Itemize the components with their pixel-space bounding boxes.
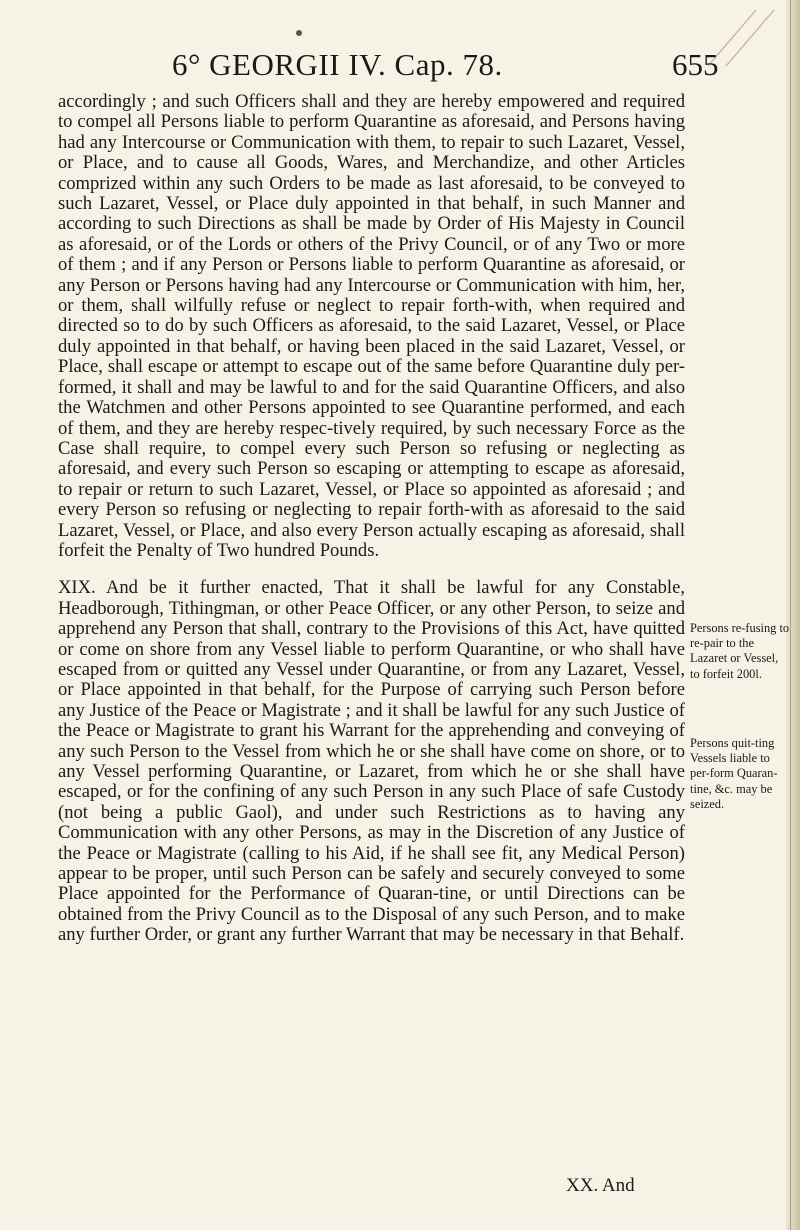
catchword: XX. And	[566, 1175, 635, 1196]
ink-dot	[296, 30, 302, 36]
page-number: 655	[672, 47, 719, 82]
paragraph-continuation: accordingly ; and such Officers shall and they are hereby empowered and required to compel all Persons liable to perform Quarantine as aforesaid, and Persons having had any Intercourse or Communication with them, to repair to such Lazaret, Vessel, or Place, and to cause all Goods, Wares, and Merchandize, and other Articles comprized within any such Orders to be made as last aforesaid, to be conveyed to such Lazaret, Vessel, or Place duly appointed in that behalf, in such Manner and according to such Directions as shall be made by Order of His Majesty in Council as aforesaid, or of the Lords or others of the Privy Council, or of any Two or more of them ; and if any Person or Persons liable to perform Quarantine as aforesaid, or any Person or Persons having had any Intercourse or Communication with him, her, or them, shall wilfully refuse or neglect to repair forth-with, when required and directed so to do by such Officers as aforesaid, to the said Lazaret, Vessel, or Place duly appointed in that behalf, or having been placed in the said Lazaret, Vessel, or Place, shall escape or attempt to escape out of the same before Quarantine duly per-formed, it shall and may be lawful to and for the said Quarantine Officers, and also the Watchmen and other Persons appointed to see Quarantine performed, and each of them, and they are hereby respec-tively required, by such necessary Force as the Case shall require, to compel every such Person so refusing or neglecting as aforesaid, and every such Person so escaping or attempting to escape as aforesaid, to repair or return to such Lazaret, Vessel, or Place so appointed as aforesaid ; and every Person so refusing or neglecting to repair forth-with as aforesaid to the said Lazaret, Vessel, or Place, and also every Person actually escaping as aforesaid, shall forfeit the Penalty of Two hundred Pounds.	[58, 91, 685, 561]
page-edge-line	[790, 0, 791, 1230]
main-text-column	[58, 92, 685, 946]
margin-note-penalty: Persons re-fusing to re-pair to the Lazaret or Vessel, to forfeit 200l.	[690, 621, 790, 681]
section-xix-paragraph: XIX. And be it further enacted, That it shall be lawful for any Constable, Headborough, Tithingman, or other Peace Officer, or any other Person, to seize and apprehend any Person that shall, contrary to the Provisions of this Act, have quitted or come on shore from any Vessel liable to perform Quarantine, or who shall have escaped from or quitted any Vessel under Quarantine, or from any Lazaret, Vessel, or Place appointed in that behalf, for the Purpose of carrying such Person before any Justice of the Peace or Magistrate ; and it shall be lawful for any such Justice of the Peace or Magistrate to grant his Warrant for the apprehending and conveying of any such Person to the Vessel from which he or she shall have come on shore, or to any Vessel performing Quarantine, or Lazaret, from which he or she shall have escaped, or for the confining of any such Person in any such Place of safe Custody (not being a public Gaol), and under such Restrictions as to having any Communication with any other Persons, as may in the Discretion of any Justice of the Peace or Magistrate (calling to his Aid, if he shall see fit, any Medical Person) appear to be proper, until such Person can be safely and securely conveyed to some Place appointed for the Performance of Quaran-tine, or until Directions can be obtained from the Privy Council as to the Disposal of any such Person, and to make any further Order, or grant any further Warrant that may be necessary in that Behalf.	[58, 577, 685, 946]
margin-note-seizure: Persons quit-ting Vessels liable to per-form Quaran-tine, &c. may be seized.	[690, 736, 778, 811]
page-header	[0, 47, 800, 87]
page-edge-shadow	[786, 0, 800, 1230]
running-title: 6° GEORGII IV. Cap. 78.	[172, 47, 503, 82]
